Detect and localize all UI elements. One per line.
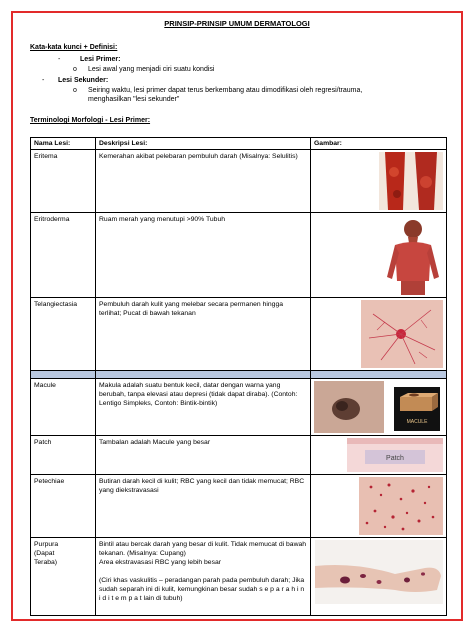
lesion-name: Macule [31, 379, 96, 436]
erythroderma-person-photo [383, 215, 443, 295]
erythema-legs-photo [379, 152, 443, 210]
petechiae-photo [359, 477, 443, 535]
lesion-image-cell [311, 213, 447, 298]
lesion-name-line: Teraba) [34, 559, 58, 566]
lesion-image-cell [311, 538, 447, 616]
lesion-description-line: (Ciri khas vaskulitis – peradangan parah pada pembuluh darah; Jika sudah separah ini di kulit, kemungkinan besar sudah s e p a r a h i n i d i t e m p a t lain di tubuh) [99, 577, 305, 602]
lesion-description: Butiran darah kecil di kulit; RBC yang kecil dan tidak memucat; RBC yang diekstravasasi [96, 475, 311, 538]
lesion-description: Tambalan adalah Macule yang besar [96, 436, 311, 475]
lesion-name: Eritroderma [31, 213, 96, 298]
lesion-description: Makula adalah suatu bentuk kecil, datar dengan warna yang berubah, tanpa elevasi atau depresi (tidak dapat diraba). (Contoh: Lentigo Simpleks, Contoh: Bintik-bintik) [96, 379, 311, 436]
purpura-leg-photo [315, 540, 443, 604]
lesion-name: Telangiectasia [31, 298, 96, 371]
telangiectasia-photo [361, 300, 443, 368]
lesion-name: Eritema [31, 150, 96, 213]
lesion-table [30, 137, 447, 616]
lesion-image-cell [311, 436, 447, 475]
header-description: Deskripsi Lesi: [96, 138, 311, 150]
bullet-marker: - [58, 56, 61, 63]
macule-figure-label: MACULE [406, 419, 428, 425]
lesion-image-cell [311, 150, 447, 213]
lesion-name: Patch [31, 436, 96, 475]
lesion-description: Ruam merah yang menutupi >90% Tubuh [96, 213, 311, 298]
table-row [31, 213, 447, 298]
table-header-row [31, 138, 447, 150]
lesion-name-line: (Dapat [34, 550, 55, 557]
keywords-heading: Kata-kata kunci + Definisi: [30, 44, 118, 51]
page-title: PRINSIP-PRINSIP UMUM DERMATOLOGI [164, 19, 310, 28]
lesion-description-line: Area ekstravasasi RBC yang lebih besar [99, 559, 222, 566]
table-separator-row [31, 371, 447, 379]
table-row [31, 538, 447, 616]
bullet-marker: - [42, 77, 45, 84]
lesion-image-cell [311, 298, 447, 371]
table-row [31, 150, 447, 213]
lesion-description: Pembuluh darah kulit yang melebar secara permanen hingga terlihat; Pucat di bawah tekanan [96, 298, 311, 371]
terminology-heading: Terminologi Morfologi - Lesi Primer: [30, 117, 151, 124]
table-row [31, 475, 447, 538]
term-lesi-sekunder: Lesi Sekunder: [58, 77, 109, 84]
lesion-name-line: Purpura [34, 541, 59, 548]
sub-bullet-marker: o [73, 66, 77, 73]
sub-bullet-marker: o [73, 87, 77, 94]
definition-lesi-sekunder-line1: Seiring waktu, lesi primer dapat terus berkembang atau dimodifikasi oleh regresi/trauma, [88, 87, 363, 94]
patch-figure-label: Patch [386, 455, 404, 462]
header-name: Nama Lesi: [31, 138, 96, 150]
term-lesi-primer: Lesi Primer: [80, 56, 121, 63]
lesion-name: Petechiae [31, 475, 96, 538]
lesion-description: Kemerahan akibat pelebaran pembuluh darah (Misalnya: Selulitis) [96, 150, 311, 213]
patch-figure [347, 438, 443, 472]
lesion-description-line: Bintil atau bercak darah yang besar di kulit. Tidak memucat di bawah tekanan. (Misalnya: Cupang) [99, 541, 307, 557]
lesion-image-cell [311, 379, 447, 436]
definition-lesi-sekunder-line2: menghasilkan "lesi sekunder" [88, 96, 180, 103]
lesion-description [96, 538, 311, 616]
lesion-name [31, 538, 96, 616]
lesion-image-cell [311, 475, 447, 538]
header-image: Gambar: [311, 138, 447, 150]
macule-figure [314, 381, 444, 433]
table-row [31, 298, 447, 371]
table-row [31, 436, 447, 475]
table-row [31, 379, 447, 436]
definition-lesi-primer: Lesi awal yang menjadi ciri suatu kondisi [88, 66, 215, 73]
